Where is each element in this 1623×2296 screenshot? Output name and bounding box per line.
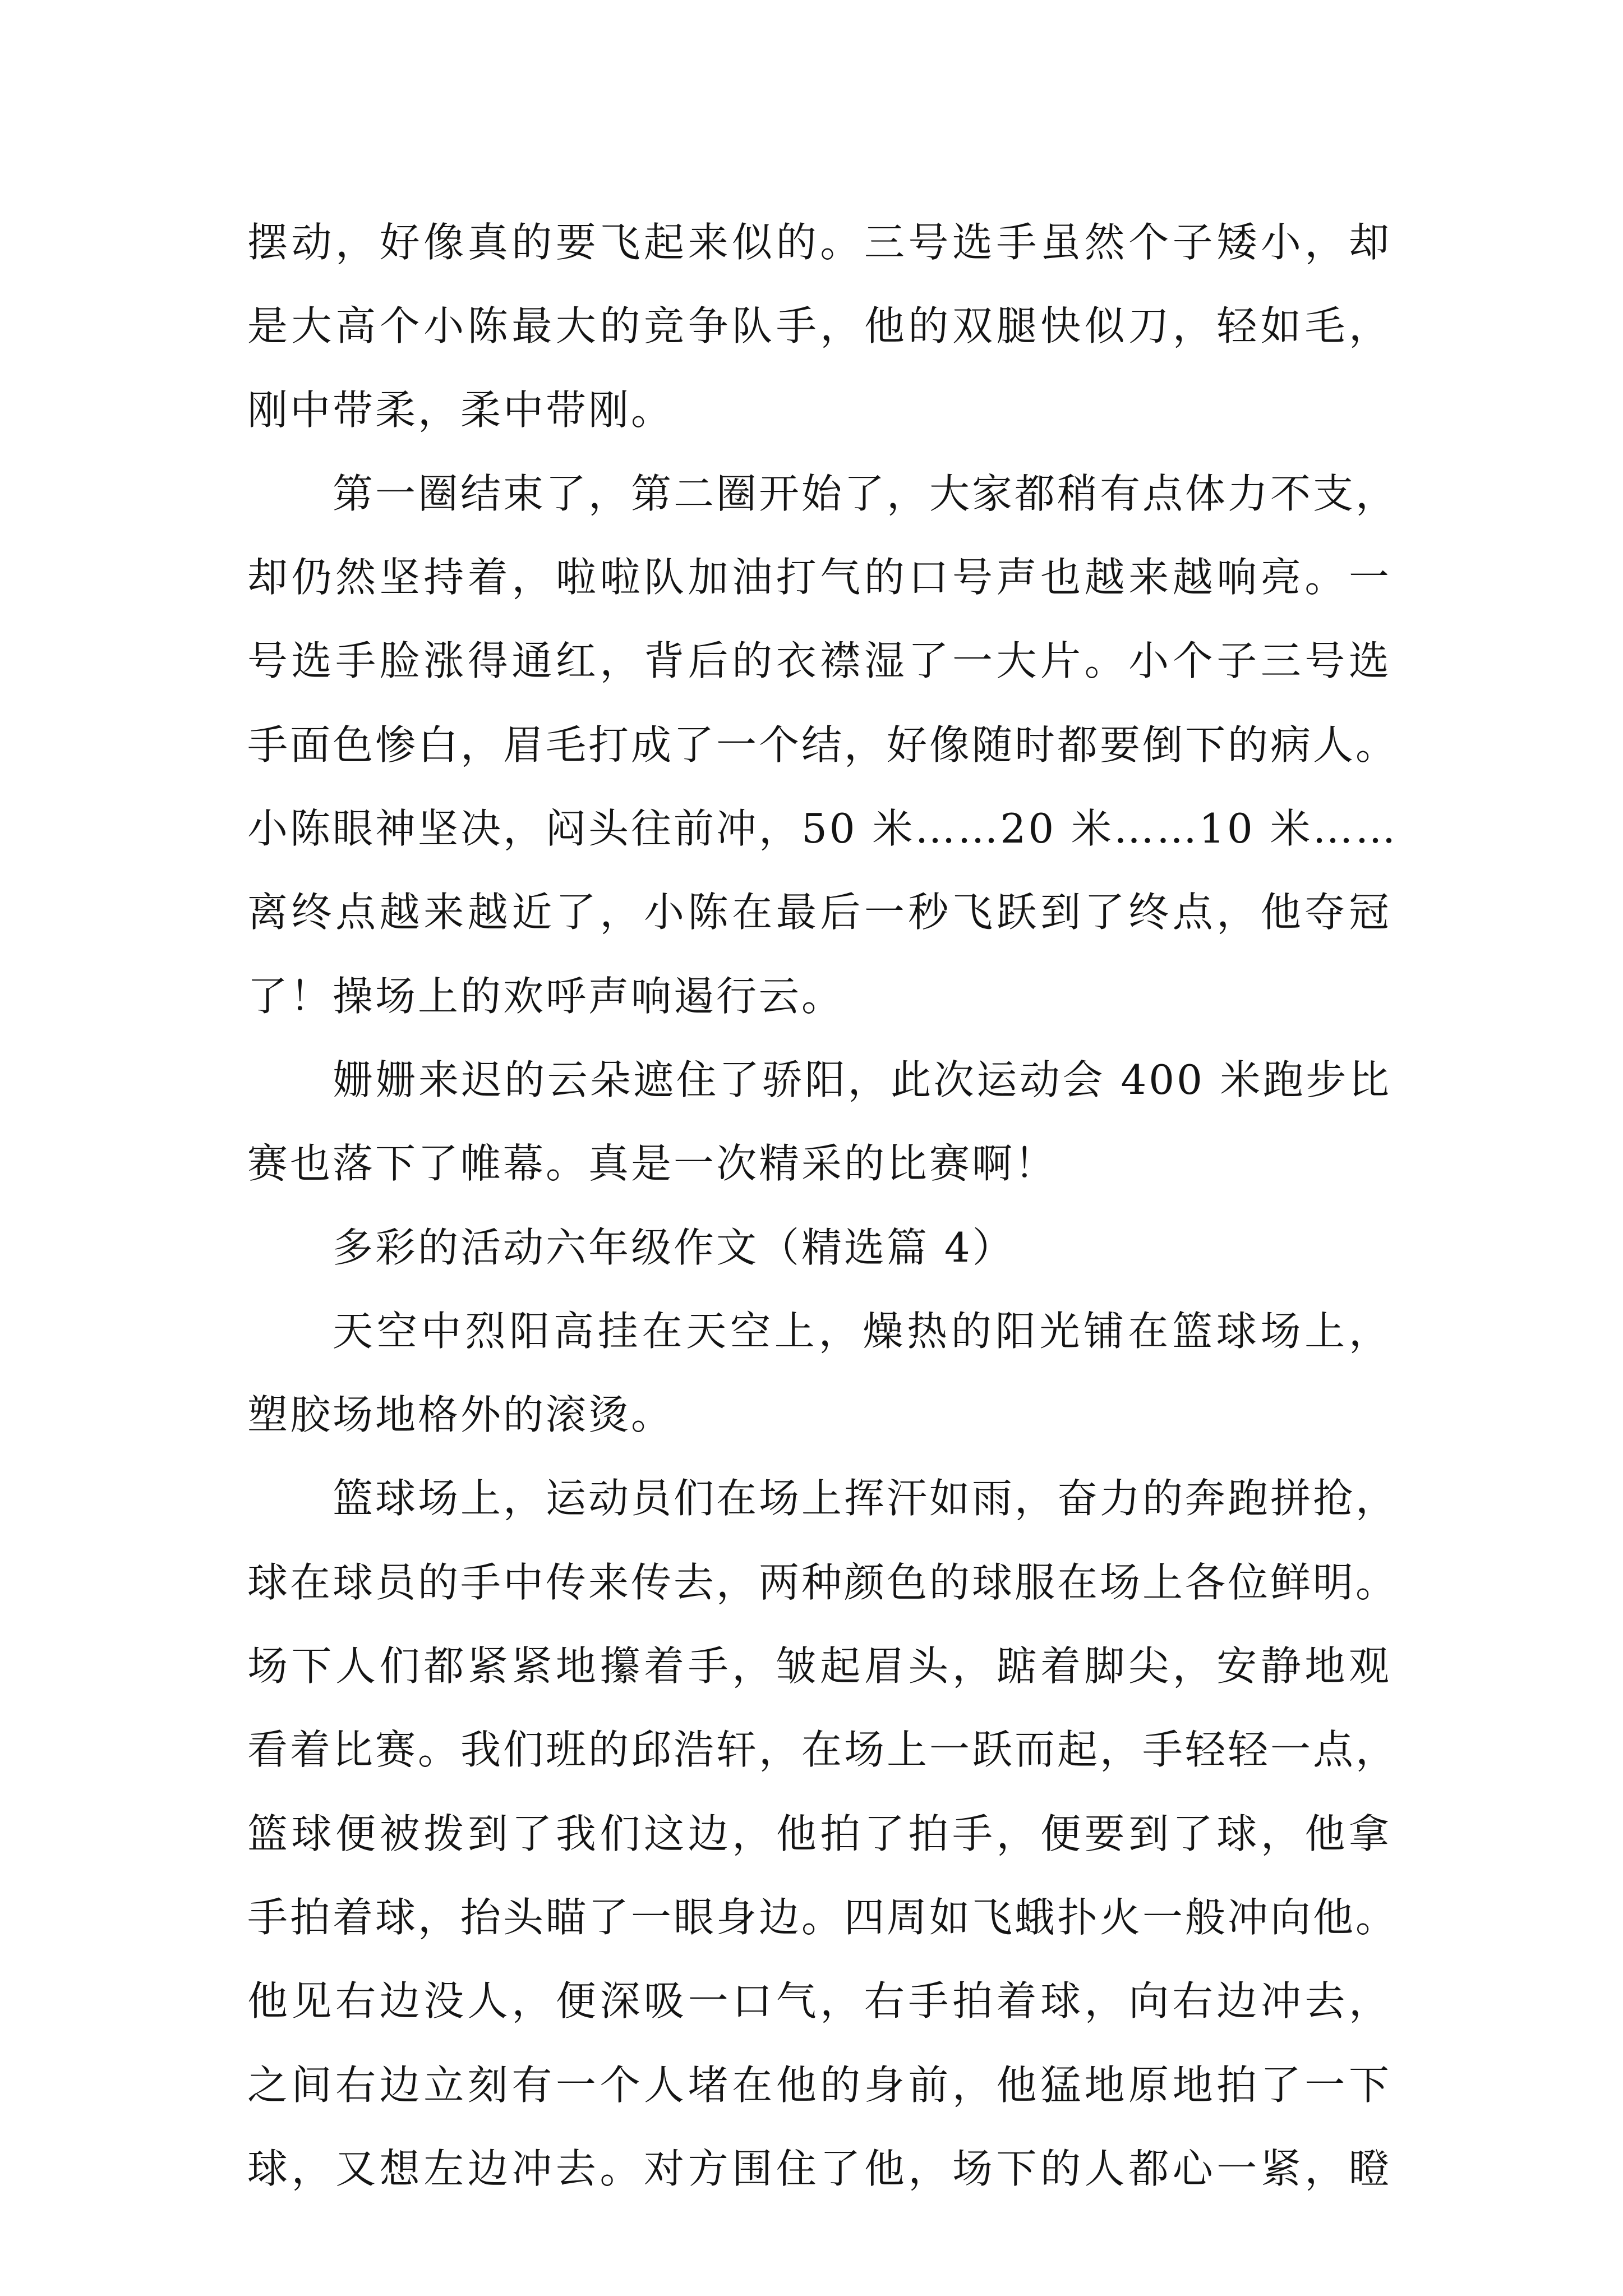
text-line: 之间右边立刻有一个人堵在他的身前，他猛地原地拍了一下 xyxy=(247,2061,1391,2109)
text-line: 第一圈结束了，第二圈开始了，大家都稍有点体力不支， xyxy=(333,470,1399,517)
document-body xyxy=(247,201,1399,2211)
text-line: 赛也落下了帷幕。真是一次精采的比赛啊！ xyxy=(247,1140,1058,1188)
text-line: 小陈眼神坚决，闷头往前冲，50 米……20 米……10 米…… xyxy=(247,805,1398,853)
text-line: 他见右边没人，便深吸一口气，右手拍着球，向右边冲去， xyxy=(247,1977,1391,2025)
text-line: 却仍然坚持着，啦啦队加油打气的口号声也越来越响亮。一 xyxy=(247,554,1391,601)
text-line: 塑胶场地格外的滚烫。 xyxy=(247,1391,674,1439)
text-line: 球在球员的手中传来传去，两种颜色的球服在场上各位鲜明。 xyxy=(247,1558,1399,1606)
text-line: 球，又想左边冲去。对方围住了他，场下的人都心一紧，瞪 xyxy=(247,2145,1391,2192)
text-line: 看着比赛。我们班的邱浩轩，在场上一跃而起，手轻轻一点， xyxy=(247,1726,1399,1774)
text-line: 摆动，好像真的要飞起来似的。三号选手虽然个子矮小，却 xyxy=(247,219,1391,266)
text-line: 天空中烈阳高挂在天空上，燥热的阳光铺在篮球场上， xyxy=(333,1307,1391,1355)
text-line: 场下人们都紧紧地攥着手，皱起眉头，踮着脚尖，安静地观 xyxy=(247,1642,1391,1690)
text-line: 手面色惨白，眉毛打成了一个结，好像随时都要倒下的病人。 xyxy=(247,721,1399,769)
text-line: 姗姗来迟的云朵遮住了骄阳，此次运动会 400 米跑步比 xyxy=(333,1056,1391,1103)
text-line: 手拍着球，抬头瞄了一眼身边。四周如飞蛾扑火一般冲向他。 xyxy=(247,1893,1399,1941)
text-line: 刚中带柔，柔中带刚。 xyxy=(247,386,674,434)
text-line: 篮球场上，运动员们在场上挥汗如雨，奋力的奔跑拼抢， xyxy=(333,1475,1399,1522)
text-line: 篮球便被拨到了我们这边，他拍了拍手，便要到了球，他拿 xyxy=(247,1810,1391,1857)
text-line: 多彩的活动六年级作文（精选篇 4） xyxy=(333,1223,1015,1271)
text-line: 了！操场上的欢呼声响遏行云。 xyxy=(247,972,845,1020)
text-line: 离终点越来越近了，小陈在最后一秒飞跃到了终点，他夺冠 xyxy=(247,889,1391,936)
text-line: 号选手脸涨得通红，背后的衣襟湿了一大片。小个子三号选 xyxy=(247,637,1391,685)
text-line: 是大高个小陈最大的竞争队手，他的双腿快似刀，轻如毛， xyxy=(247,302,1391,350)
